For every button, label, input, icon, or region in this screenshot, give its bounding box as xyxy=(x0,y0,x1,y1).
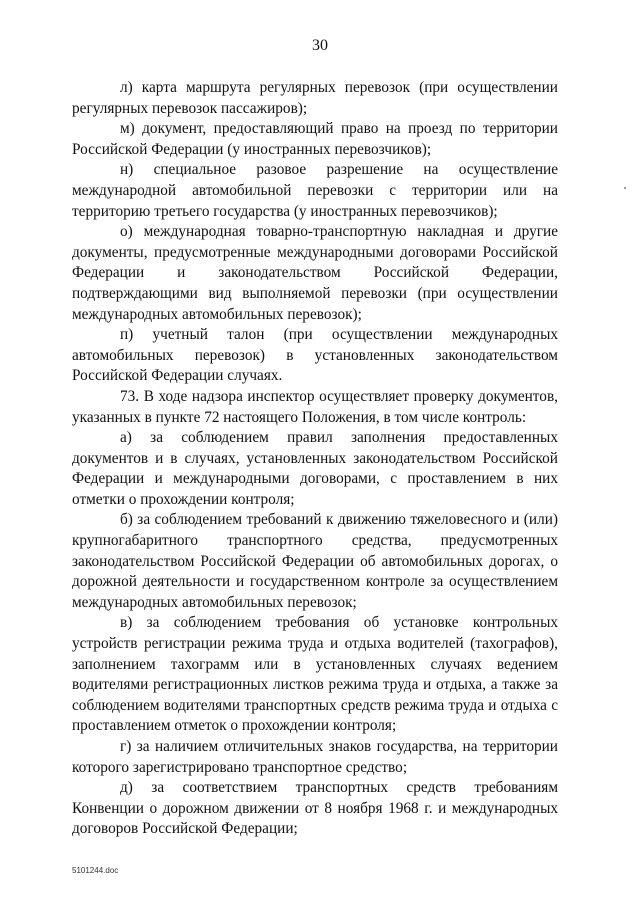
footer-filename: 5101244.doc xyxy=(72,866,119,875)
document-body xyxy=(72,78,558,840)
paragraph-a: а) за соблюдением правил заполнения предоставленных документов и в случаях, установленных законодательством Российской Федерации и международными договорами, с проставлением в них отметки о прохождении контроля; xyxy=(72,429,558,508)
paragraph-g: г) за наличием отличительных знаков государства, на территории которого зарегистрировано транспортное средство; xyxy=(72,738,558,776)
paragraph-o: о) международная товарно-транспортную накладная и другие документы, предусмотренные международными договорами Российской Федерации и законодательством Российской Федерации, подтверждающими вид выполняемой перевозки (при осуществлении международных автомобильных перевозок); xyxy=(72,223,558,323)
paragraph-p: п) учетный талон (при осуществлении международных автомобильных перевозок) в установленных законодательством Российской Федерации случаях. xyxy=(72,326,558,385)
paragraph-m: м) документ, предоставляющий право на проезд по территории Российской Федерации (у иностранных перевозчиков); xyxy=(72,120,558,158)
paragraph-v: в) за соблюдением требования об установке контрольных устройств регистрации режима труда и отдыха водителей (тахографов), заполнением тахограмм или в установленных случаях ведением водителями регистрационных листков режима труда и отдыха, а также за соблюдением водителями транспортных средств режима труда и отдыха с проставлением отметок о прохождении контроля; xyxy=(72,614,558,735)
margin-mark xyxy=(624,187,626,189)
paragraph-l: л) карта маршрута регулярных перевозок (при осуществлении регулярных перевозок пассажиров); xyxy=(72,79,558,117)
paragraph-d: д) за соответствием транспортных средств требованиям Конвенции о дорожном движении от 8 ноября 1968 г. и международных договоров Российской Федерации; xyxy=(72,779,558,838)
page-number: 30 xyxy=(312,37,328,54)
paragraph-n: н) специальное разовое разрешение на осуществление международной автомобильной перевозки с территории или на территорию третьего государства (у иностранных перевозчиков); xyxy=(72,161,558,220)
paragraph-b: б) за соблюдением требований к движению тяжеловесного и (или) крупногабаритного транспортного средства, предусмотренных законодательством Российской Федерации об автомобильных дорогах, о дорожной деятельности и государственном контроле за осуществлением международных автомобильных перевозок; xyxy=(72,511,558,611)
paragraph-73: 73. В ходе надзора инспектор осуществляет проверку документов, указанных в пункте 72 настоящего Положения, в том числе контроль: xyxy=(72,387,558,426)
